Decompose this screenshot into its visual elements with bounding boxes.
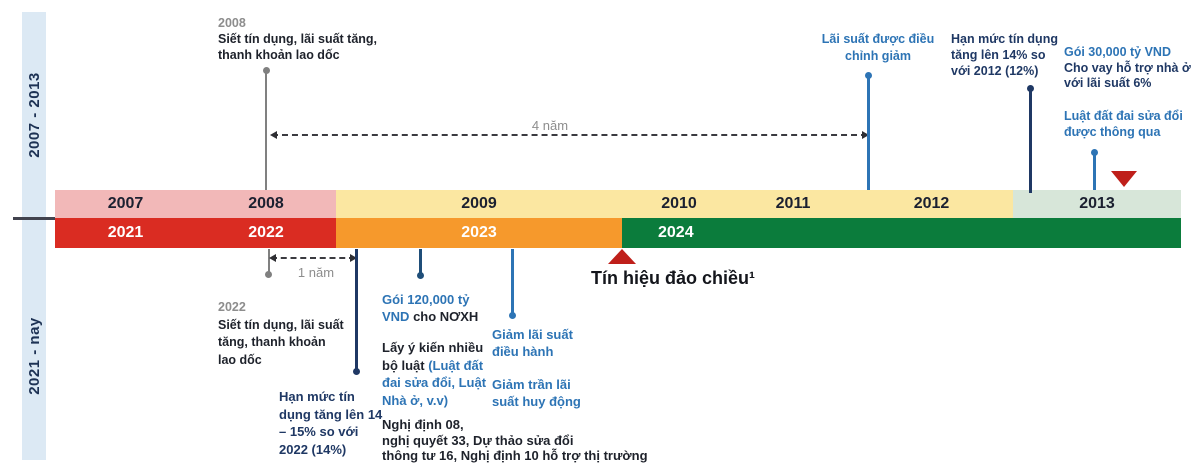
span-label-4-years: 4 năm <box>531 118 569 133</box>
event-line-package-120k <box>419 249 422 273</box>
event-2008-line2: thanh khoản lao dốc <box>218 48 340 62</box>
rate-cut-line2: chỉnh giảm <box>845 49 911 63</box>
event-dot-credit-limit-2012 <box>1027 85 1034 92</box>
package-120k-line2-blue: VND <box>382 308 414 324</box>
event-line-credit-limit-2022 <box>355 249 358 370</box>
law-consultation-line2-blue: (Luật đất <box>428 357 484 373</box>
event-2022-line3: lao dốc <box>218 352 262 367</box>
event-dot-rate-cut <box>865 72 872 79</box>
rate-cut-operating-line2: điều hành <box>492 343 554 359</box>
credit-limit-2012-line2: tăng lên 14% so <box>951 48 1046 62</box>
year-segment-2013 <box>1013 190 1181 218</box>
event-2022-note <box>218 299 344 369</box>
credit-limit-2022-line3: – 15% so với <box>279 424 359 439</box>
era-label-2007-2013: 2007 - 2013 <box>25 72 43 158</box>
red-triangle-up-icon <box>608 249 636 264</box>
law-consultation-line2-dark: bộ luật <box>382 357 429 373</box>
event-dot-package-120k <box>417 272 424 279</box>
credit-limit-2022-line4: 2022 (14%) <box>279 441 347 457</box>
era-label-2021-nay: 2021 - nay <box>25 317 43 395</box>
year-segment-2011 <box>736 190 850 218</box>
law-consultation-note <box>382 339 486 409</box>
land-law-note <box>1064 109 1183 140</box>
year-label-2022: 2022 <box>248 224 284 241</box>
decrees-line3: thông tư 16, Nghị định 10 hỗ trợ thị trường <box>382 448 648 463</box>
year-label-2021: 2021 <box>107 224 144 241</box>
credit-limit-2012-line3: với 2012 (12%) <box>951 64 1039 78</box>
event-dot-2022 <box>265 271 272 278</box>
package-120k-line2-dark: cho NƠXH <box>413 308 479 324</box>
year-segment-2009 <box>336 190 622 218</box>
red-triangle-down-icon <box>1111 171 1137 187</box>
year-label-2013: 2013 <box>1079 195 1115 212</box>
law-consultation-line1: Lấy ý kiến nhiều <box>382 340 484 355</box>
year-label-2008: 2008 <box>248 195 284 212</box>
event-dot-credit-limit-2022 <box>353 368 360 375</box>
event-2022-line2: tăng, thanh khoản <box>218 335 326 349</box>
year-segment-2008 <box>196 190 336 218</box>
span-label-1-year: 1 năm <box>297 265 335 280</box>
package-30k-line3: với lãi suất 6% <box>1064 76 1152 90</box>
year-segment-2021 <box>55 218 196 248</box>
span-arrow-1-year <box>271 257 355 259</box>
event-line-rate-cut-operating <box>511 249 514 313</box>
package-120k-line2 <box>382 309 478 326</box>
event-2008-line1: Siết tín dụng, lãi suất tăng, <box>218 32 378 46</box>
package-30k-note <box>1064 45 1191 92</box>
event-2008-note <box>218 15 377 63</box>
timeline-bar-2021-now <box>55 218 1181 248</box>
year-segment-2007 <box>55 190 196 218</box>
package-30k-line1: Gói 30,000 tỷ VND <box>1064 45 1171 59</box>
land-law-line1: Luật đất đai sửa đổi <box>1064 109 1183 123</box>
package-120k-note <box>382 292 478 325</box>
event-2022-year: 2022 <box>218 300 246 314</box>
deposit-rate-cap-note <box>492 377 581 410</box>
decrees-note <box>382 417 648 464</box>
event-2022-line1: Siết tín dụng, lãi suất <box>218 317 344 332</box>
credit-limit-2022-line1: Hạn mức tín <box>279 389 355 404</box>
year-segment-2024 <box>622 218 1181 248</box>
land-law-line2: được thông qua <box>1064 124 1161 139</box>
credit-limit-2012-note <box>951 31 1058 79</box>
year-label-2023: 2023 <box>461 224 497 241</box>
year-segment-2012 <box>850 190 1013 218</box>
event-dot-2008 <box>263 67 270 74</box>
credit-limit-2012-line1: Hạn mức tín dụng <box>951 32 1058 46</box>
decrees-line1: Nghị định 08, <box>382 417 464 432</box>
rate-cut-operating-line1: Giảm lãi suất <box>492 327 573 342</box>
package-120k-line1: Gói 120,000 tỷ <box>382 292 470 307</box>
year-label-2009: 2009 <box>461 195 497 212</box>
event-dot-rate-cut-operating <box>509 312 516 319</box>
year-label-2010: 2010 <box>661 195 697 212</box>
law-consultation-line4: Nhà ở, v.v) <box>382 392 449 408</box>
law-consultation-line3: đai sửa đổi, Luật <box>382 375 487 390</box>
year-segment-2022 <box>196 218 336 248</box>
event-2008-year: 2008 <box>218 16 246 30</box>
timeline-bar-2007-2013 <box>55 190 1181 218</box>
year-label-2011: 2011 <box>775 195 811 212</box>
deposit-rate-cap-line1: Giảm trần lãi <box>492 377 571 392</box>
year-label-2007: 2007 <box>107 195 144 212</box>
credit-limit-2022-line2: dụng tăng lên 14 <box>279 406 383 422</box>
credit-limit-2022-note <box>279 388 382 458</box>
rate-cut-line1: Lãi suất được điều <box>821 32 935 46</box>
year-label-2024: 2024 <box>658 224 694 241</box>
event-line-credit-limit-2012 <box>1029 90 1032 193</box>
span-arrow-4-years <box>272 134 867 136</box>
year-segment-2010 <box>622 190 736 218</box>
event-dot-land-law <box>1091 149 1098 156</box>
decrees-line2: nghị quyết 33, Dự thảo sửa đổi <box>382 432 574 448</box>
event-line-2008 <box>265 72 267 190</box>
event-line-rate-cut <box>867 76 870 190</box>
event-line-land-law <box>1093 154 1096 190</box>
year-label-2012: 2012 <box>913 195 950 212</box>
rate-cut-note <box>800 31 956 65</box>
deposit-rate-cap-line2: suất huy động <box>492 393 581 409</box>
law-consultation-line2 <box>382 357 486 375</box>
package-30k-line2: Cho vay hỗ trợ nhà ở <box>1064 60 1191 75</box>
year-segment-2023 <box>336 218 622 248</box>
rate-cut-operating-note <box>492 327 573 360</box>
reversal-signal-label: Tín hiệu đảo chiều¹ <box>591 268 756 288</box>
era-divider <box>13 217 55 220</box>
